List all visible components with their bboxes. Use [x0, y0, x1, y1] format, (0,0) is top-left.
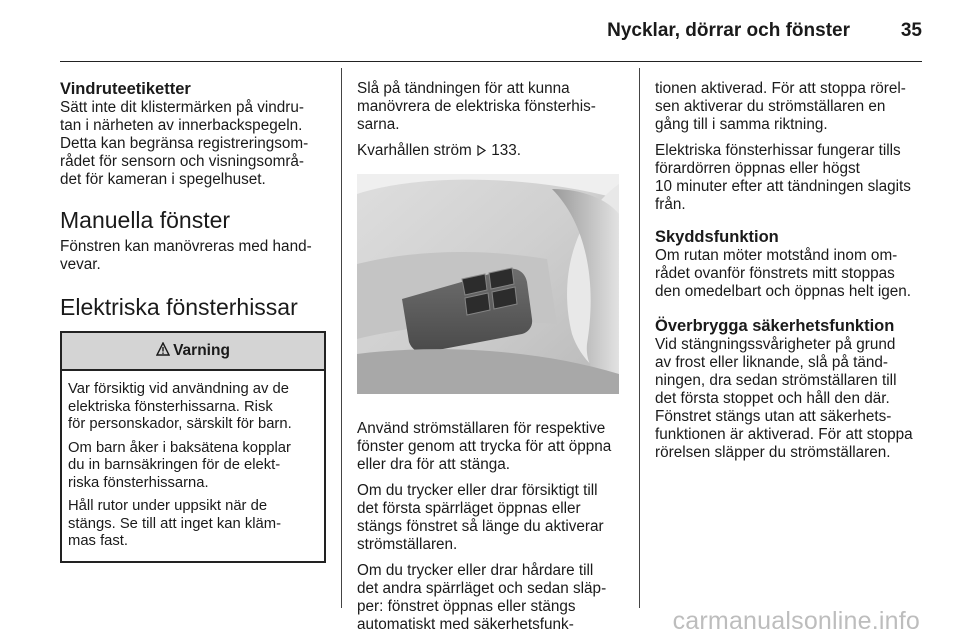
warning-body — [62, 371, 324, 561]
warning-paragraph — [68, 381, 318, 434]
text-line: riska fönsterhissarna. — [68, 474, 209, 491]
paragraph — [357, 562, 627, 634]
text-line: du in barnsäkringen för de elekt- — [68, 457, 281, 473]
text-line: gång till i samma riktning. — [655, 116, 828, 133]
text-line: Sätt inte dit klistermärken på vindru- — [60, 99, 305, 116]
text-line: förardörren öppnas eller högst — [655, 160, 860, 177]
text-line: Om du trycker eller drar försiktigt till — [357, 482, 598, 499]
warning-triangle-icon — [156, 342, 170, 361]
text-line: fönster genom att trycka för att öppna — [357, 438, 612, 455]
heading-vindruteetiketter: Vindruteetiketter — [60, 80, 191, 98]
section-vindruteetiketter — [60, 80, 326, 189]
warning-paragraph — [68, 440, 318, 493]
text-line: manövrera de elektriska fönsterhis- — [357, 98, 596, 115]
text-line: ningen, dra sedan strömställaren till — [655, 372, 897, 389]
watermark: carmanualsonline.info — [672, 607, 920, 635]
text-line: 10 minuter efter att tändningen slagits — [655, 178, 911, 195]
text-line: Elektriska fönsterhissar fungerar tills — [655, 142, 901, 159]
warning-title: Varning — [173, 342, 230, 359]
page-number: 35 — [900, 20, 922, 41]
intro-paragraph — [357, 80, 627, 134]
text-line: Fönstren kan manövreras med hand- — [60, 238, 312, 255]
middle-column — [357, 80, 627, 642]
text-line: eller dra för att stänga. — [357, 456, 511, 473]
header-rule — [60, 61, 922, 62]
text-line: automatiskt med säkerhetsfunk- — [357, 616, 574, 633]
reference-text: Kvarhållen ström — [357, 142, 472, 159]
text-line: det för kameran i spegelhuset. — [60, 171, 266, 188]
warning-paragraph — [68, 498, 318, 551]
right-column — [655, 80, 920, 476]
paragraph — [655, 142, 920, 214]
text-line: det andra spärrläget och sedan släp- — [357, 580, 607, 597]
heading-manuella-fonster: Manuella fönster — [60, 207, 231, 233]
text-line: Om rutan möter motstånd inom om- — [655, 247, 898, 264]
heading-skyddsfunktion: Skyddsfunktion — [655, 228, 779, 246]
text-line: rådet för sensorn och visningsområ- — [60, 153, 305, 170]
text-line: tionen aktiverad. För att stoppa rörel- — [655, 80, 906, 97]
text-line: Fönstret stängs utan att säkerhets- — [655, 408, 892, 425]
text-line: strömställaren. — [357, 536, 458, 553]
warning-box — [60, 331, 326, 563]
text-line: stängs fönstret så länge du aktiverar — [357, 518, 604, 535]
text-line: det första spärrläget öppnas eller — [357, 500, 581, 517]
paragraph — [357, 420, 627, 474]
text-line: sarna. — [357, 116, 400, 133]
heading-overbrygga-sakerhetsfunktion: Överbrygga säkerhetsfunktion — [655, 317, 895, 335]
text-line: det första stoppet och håll den där. — [655, 390, 890, 407]
paragraph — [655, 80, 920, 134]
paragraph — [357, 482, 627, 554]
reference-page: 133. — [491, 142, 522, 159]
text-line: för personskador, särskilt för barn. — [68, 416, 292, 432]
text-line: vevar. — [60, 256, 101, 273]
column-divider-right — [639, 68, 640, 608]
text-line: av frost eller liknande, slå på tänd- — [655, 354, 888, 371]
text-line: från. — [655, 196, 686, 213]
text-line: rörelsen släpper du strömställaren. — [655, 444, 891, 461]
text-line: Slå på tändningen för att kunna — [357, 80, 570, 97]
section-manuella-fonster — [60, 207, 326, 274]
text-line: Om barn åker i baksätena kopplar — [68, 439, 291, 456]
text-line: elektriska fönsterhissarna. Risk — [68, 398, 273, 415]
text-line: sen aktiverar du strömställaren en — [655, 98, 886, 115]
text-line: Om du trycker eller drar hårdare till — [357, 562, 594, 579]
reference-paragraph — [357, 142, 627, 160]
text-line: Var försiktig vid användning av de — [68, 381, 289, 397]
heading-elektriska-fonsterhissar: Elektriska fönsterhissar — [60, 294, 298, 320]
text-line: funktionen är aktiverad. För att stoppa — [655, 426, 913, 443]
text-line: mas fast. — [68, 533, 129, 549]
text-line: per: fönstret öppnas eller stängs — [357, 598, 576, 615]
text-line: den omedelbart och öppnas helt igen. — [655, 283, 911, 300]
section-overbrygga — [655, 317, 920, 462]
left-column — [60, 80, 326, 563]
text-line: Vid stängningssvårigheter på grund — [655, 336, 896, 353]
text-line: Håll rutor under uppsikt när de — [68, 498, 268, 514]
text-line: rådet ovanför fönstrets mitt stoppas — [655, 265, 895, 282]
warning-header — [62, 333, 324, 371]
page-reference-arrow-icon — [476, 142, 491, 159]
text-line: Använd strömställaren för respektive — [357, 420, 606, 437]
section-skyddsfunktion — [655, 228, 920, 301]
text-line: stängs. Se till att inget kan kläm- — [68, 515, 282, 532]
text-line: Detta kan begränsa registreringsom- — [60, 135, 309, 152]
window-switch-photo — [357, 174, 619, 394]
column-divider-left — [341, 68, 342, 608]
text-line: tan i närheten av innerbackspegeln. — [60, 117, 303, 134]
page-header-title: Nycklar, dörrar och fönster — [607, 20, 850, 41]
